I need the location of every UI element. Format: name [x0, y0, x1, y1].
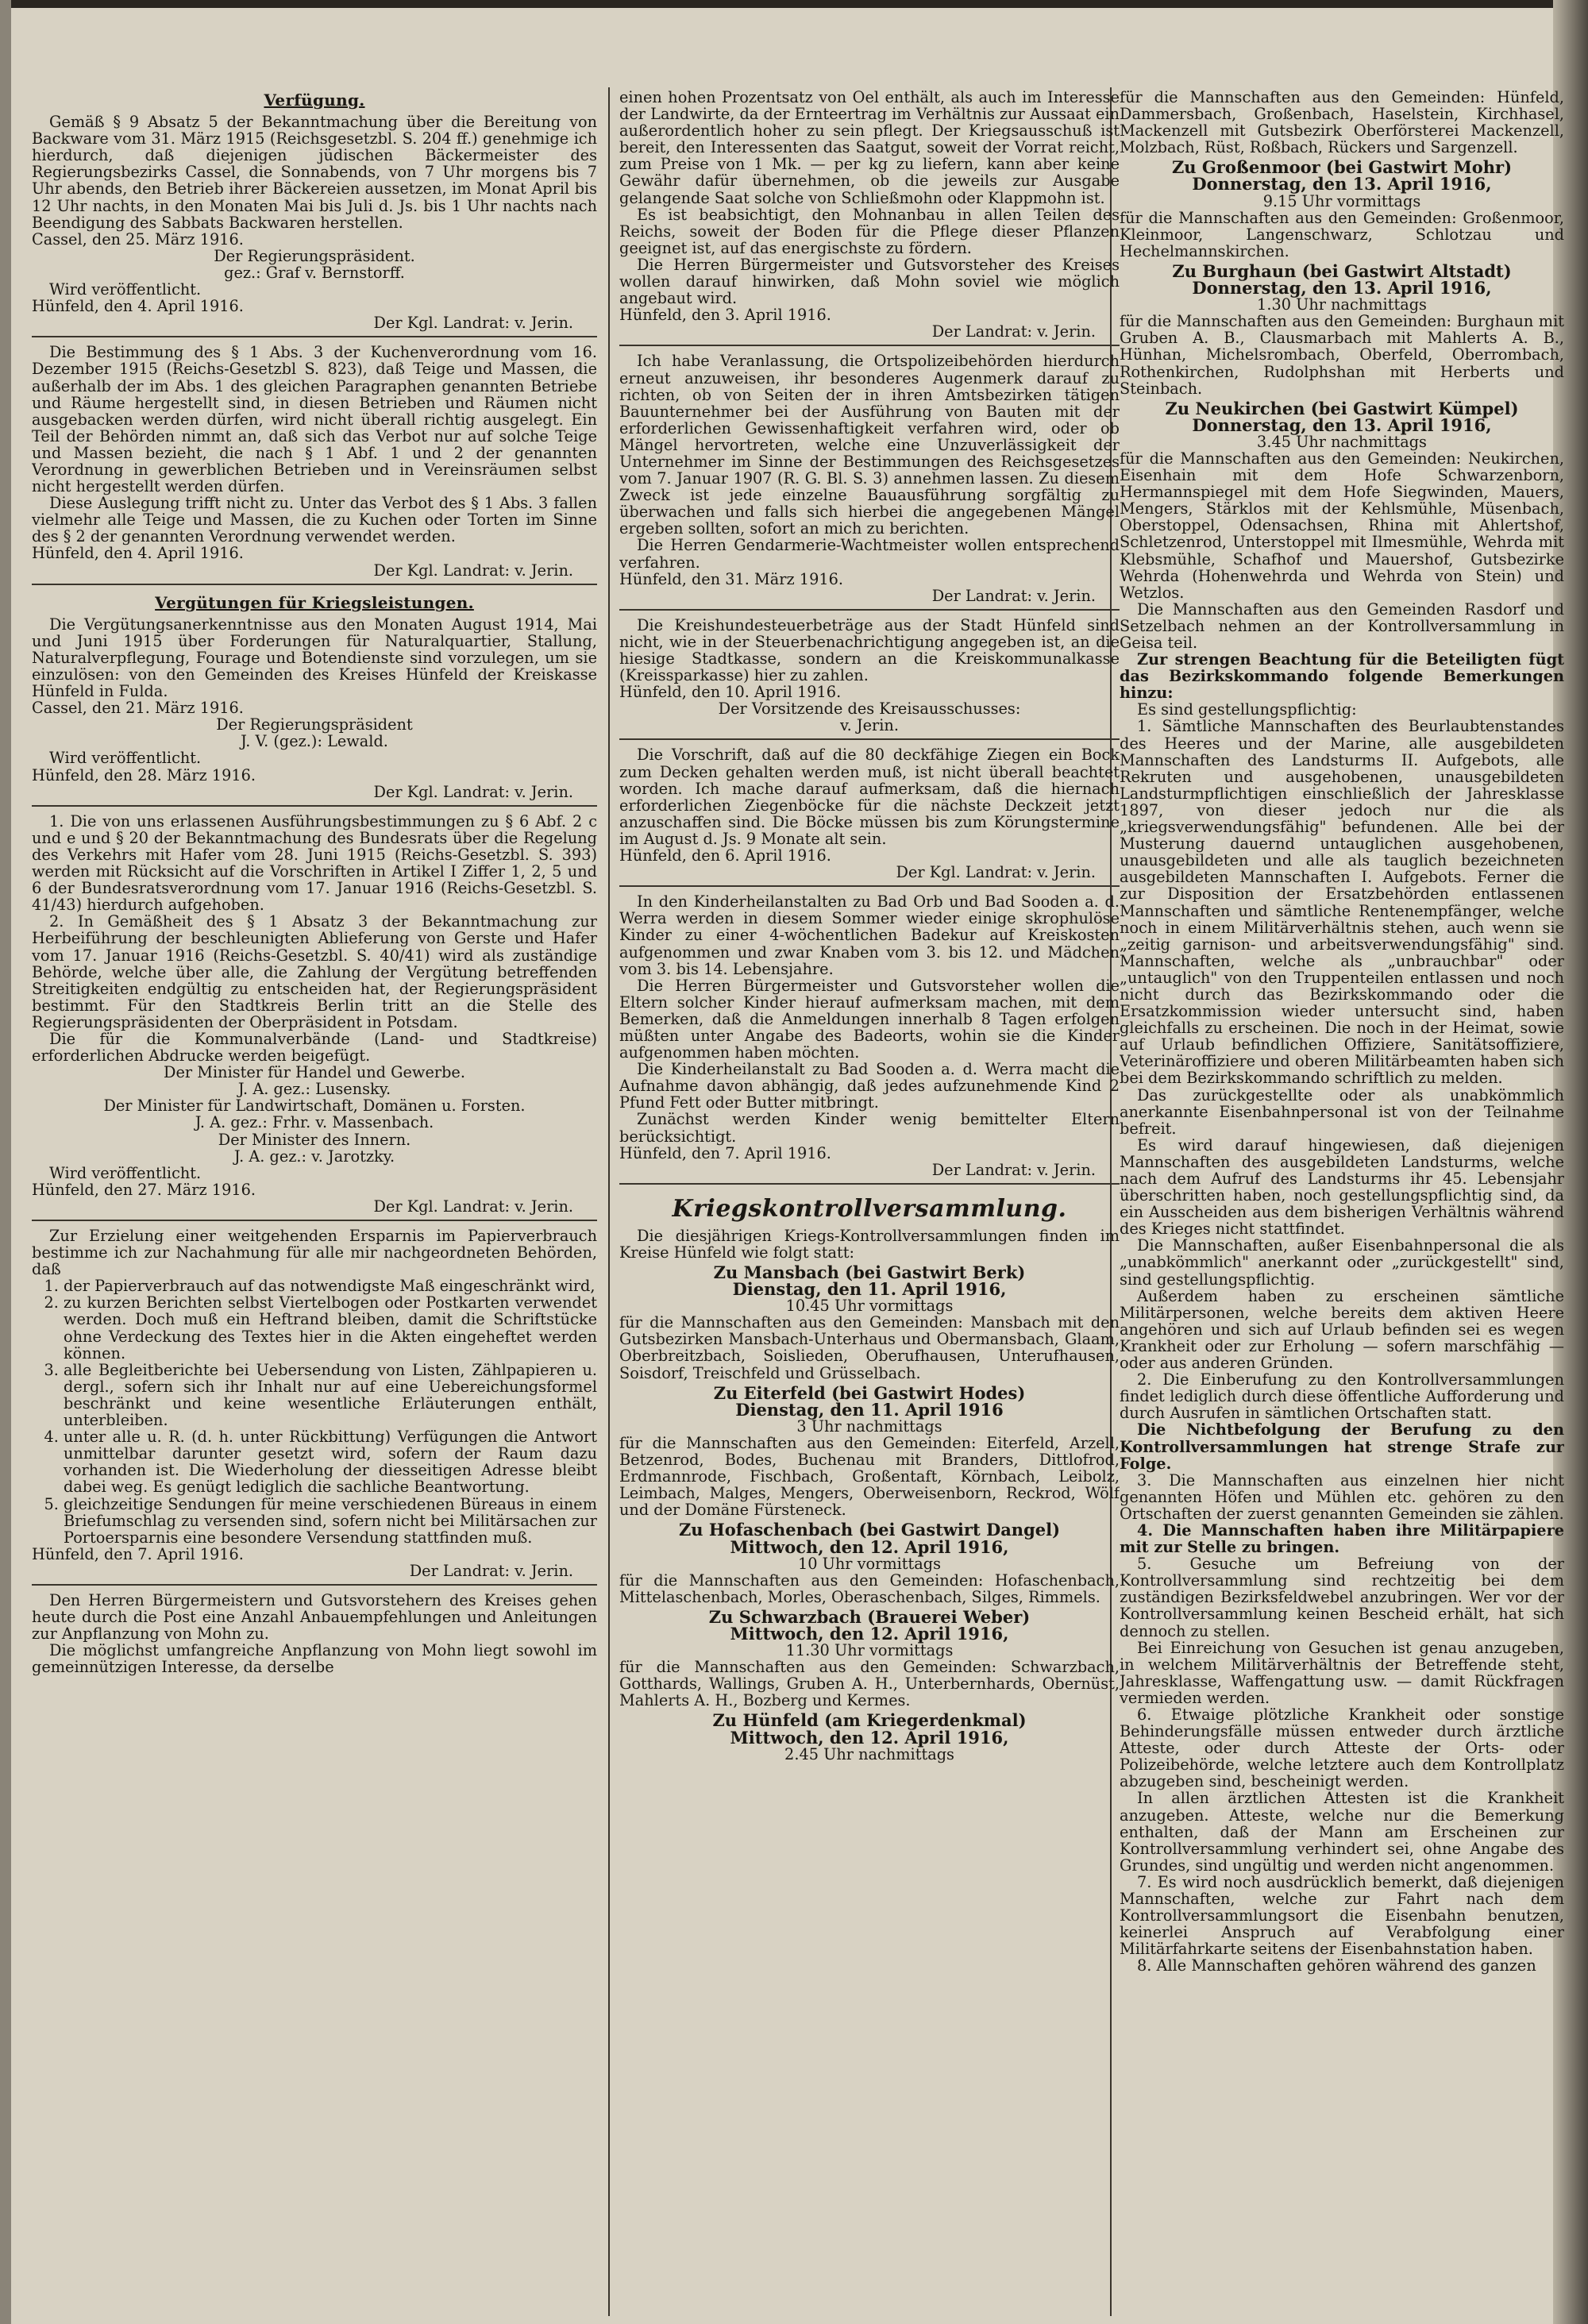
meeting-entry — [619, 1606, 1120, 1710]
meeting-date: Dienstag, den 11. April 1916, — [732, 1279, 1007, 1300]
notice-body: 8. Alle Mannschaften gehören während des ganzen — [1137, 1956, 1536, 1975]
notice-ziegen — [619, 738, 1120, 881]
notice-kontrollversammlung-cont — [1120, 89, 1564, 1975]
column-2 — [619, 89, 1120, 2314]
column-1 — [32, 89, 597, 2314]
signature: Der Kgl. Landrat: v. Jerin. — [896, 863, 1096, 882]
meeting-place: Zu Hünfeld (am Kriegerdenkmal) — [712, 1710, 1027, 1731]
signature: Der Kgl. Landrat: v. Jerin. — [373, 1197, 573, 1216]
meeting-date: Donnerstag, den 13. April 1916, — [1192, 174, 1492, 195]
published: Wird veröffentlicht. — [49, 749, 202, 768]
signature: Der Kgl. Landrat: v. Jerin. — [373, 314, 573, 333]
meeting-communities: für die Mannschaften aus den Gemeinden: Mansbach mit den Gutsbezirken Mansbach-Unterhaus und Obermansbach, Glaam, Oberbreitzbach, Soislieden, Oberufhausen, Unterufhausen, Soisdorf, Treischfeld und Grüsselbach. — [619, 1313, 1120, 1382]
notice-body: Die Herren Bürgermeister und Gutsvorsteher des Kreises wollen darauf hinwirken, daß Mohn soviel wie möglich angebaut wird. — [619, 255, 1120, 308]
meeting-time: 10.45 Uhr vormittags — [785, 1297, 954, 1316]
place-date: Hünfeld, den 4. April 1916. — [32, 297, 244, 316]
place-date: Hünfeld, den 3. April 1916. — [619, 306, 831, 325]
meeting-date: Mittwoch, den 12. April 1916, — [730, 1727, 1009, 1748]
meeting-entry — [1120, 400, 1564, 601]
meeting-communities: für die Mannschaften aus den Gemeinden: Neukirchen, Eisenhain mit dem Hofe Schwarzenborn, Hermannspiegel mit dem Hofe Siegwinden, Mauers, Mengers, Stärklos mit der Kehlsmühle, Müsenbach, Oberstoppel, Odensachsen, Rhina mit Ahlertshof, Schletzenrod, Unterstoppel mit Ilmesmühle, Wehrda mit Klebsmühle, Schafhof und Mauershof, Gutsbezirke Wehrda (Hohenwehrda und Wehrda von Stein) und Wetzlos. — [1120, 449, 1564, 602]
section-heading: Zur strengen Beachtung für die Beteiligten fügt das Bezirkskommando folgende Bemerkungen hinzu: — [1120, 650, 1564, 703]
authority: Der Minister des Innern. — [218, 1130, 411, 1149]
meeting-time: 3 Uhr nachmittags — [796, 1416, 942, 1436]
authority: Der Regierungspräsident. — [214, 246, 415, 265]
published: Wird veröffentlicht. — [49, 1163, 202, 1182]
authority: Der Regierungspräsident — [216, 715, 413, 734]
list-item: 4. unter alle u. R. (d. h. unter Rückbittung) Verfügungen die Antwort unmittelbar darunter gesetzt wird, sofern der Raum dazu vorhanden ist. Die Wiederholung der diesseitigen Adresse bleibt dabei weg. Es genügt lediglich die sachliche Beantwortung. — [64, 1428, 597, 1495]
meeting-date: Dienstag, den 11. April 1916 — [735, 1399, 1004, 1420]
signed: J. A. gez.: Lusensky. — [237, 1080, 391, 1099]
notice-body: Die Kreishundesteuerbeträge aus der Stadt Hünfeld sind nicht, wie in der Steuerbenachrichtigung angegeben ist, an die hiesige Stadtkasse, sondern an die Kreiskommunalkasse (Kreissparkasse) hier zu zahlen. — [619, 615, 1120, 685]
meeting-entry — [619, 1521, 1120, 1605]
meeting-time: 9.15 Uhr vormittags — [1262, 191, 1421, 210]
notice-bauunternehmer — [619, 345, 1120, 603]
notice-body: 1. Die von uns erlassenen Ausführungsbestimmungen zu § 6 Abf. 2 c und e und § 20 der Bekanntmachung des Bundesrats über die Regelung des Verkehrs mit Hafer vom 28. Juni 1915 (Reichs-Gesetzbl. S. 393) werden mit Rücksicht auf die Vorschriften in Artikel I Ziffer 1, 2, 5 und 6 der Bundesratsverordnung vom 17. Januar 1916 (Reichs-Gesetzbl. S. 41/43) hierdurch aufgehoben. — [32, 811, 597, 915]
notice-body: Die Mannschaften, außer Eisenbahnpersonal die als „unabkömmlich" anerkannt oder „zurückgestellt" sind, sind gestellungspflichtig. — [1120, 1236, 1564, 1289]
notice-body: 5. Gesuche um Befreiung von der Kontrollversammlung sind rechtzeitig bei dem zuständigen Bezirksfeldwebel anzubringen. Wer vor der Kontrollversammlung keinen Bescheid erhält, hat sich dennoch zu stellen. — [1120, 1555, 1564, 1640]
meeting-date: Donnerstag, den 13. April 1916, — [1192, 414, 1492, 435]
place-date: Hünfeld, den 10. April 1916. — [619, 683, 842, 702]
signature: Der Landrat: v. Jerin. — [931, 322, 1096, 341]
notice-warning: 4. Die Mannschaften haben ihre Militärpapiere mit zur Stelle zu bringen. — [1120, 1520, 1564, 1557]
meeting-communities: für die Mannschaften aus den Gemeinden: Schwarzbach, Gotthards, Wallings, Gruben A. H., Unterbernhards, Obernüst, Mahlerts A. H., Bozberg und Kermes. — [619, 1658, 1120, 1710]
notice-body: Den Herren Bürgermeistern und Gutsvorstehern des Kreises gehen heute durch die Post eine Anzahl Anbauempfehlungen und Anleitungen zur Anpflanzung von Mohn zu. — [32, 1590, 597, 1644]
signature: Der Landrat: v. Jerin. — [931, 586, 1096, 605]
page-top-edge — [0, 0, 1588, 8]
notice-body: Das zurückgestellte oder als unabkömmlich anerkannte Eisenbahnpersonal ist von der Teilnahme befreit. — [1120, 1085, 1564, 1138]
notice-kriegskontrollversammlung — [619, 1183, 1120, 1763]
authority: Der Vorsitzende des Kreisausschusses: — [718, 700, 1021, 719]
place-date: Hünfeld, den 7. April 1916. — [32, 1544, 244, 1563]
meeting-time: 2.45 Uhr nachmittags — [784, 1744, 954, 1763]
meeting-place: Zu Mansbach (bei Gastwirt Berk) — [713, 1262, 1026, 1282]
notice-body: Ich habe Veranlassung, die Ortspolizeibehörden hierdurch erneut anzuweisen, ihr besonderes Augenmerk darauf zu richten, ob von Seiten der in ihren Amtsbezirken tätigen Bauunternehmer bei der Ausführung von Bauten mit der erforderlichen Gewissenhaftigkeit verfahren wird, oder ob Mängel hervortreten, welche eine Unzuverlässigkeit der Unternehmer im Sinne der Bestimmungen des Reichsgesetzes vom 7. Januar 1907 (R. G. Bl. S. 3) annehmen lassen. Zu diesem Zweck ist jede einzelne Bauausführung sorgfältig zu überwachen und falls sich hierbei die angegebenen Mängel ergeben sollten, sofort an mich zu berichten. — [619, 352, 1120, 538]
notice-verguetungen — [32, 584, 597, 800]
list-item: 2. zu kurzen Berichten selbst Viertelbogen oder Postkarten verwendet werden. Doch muß ein Heftrand bleiben, damit die Schriftstücke ohne Verdeckung des Textes hier in die Akten eingeheftet werden können. — [64, 1294, 597, 1361]
meeting-entry — [619, 1264, 1120, 1382]
notice-body: In allen ärztlichen Attesten ist die Krankheit anzugeben. Atteste, welche nur die Bemerkung enthalten, daß der Mann am Erscheinen zur Kontrollversammlung verhindert sei, ohne Angabe des Grundes, sind ungültig und werden nicht angenommen. — [1120, 1789, 1564, 1875]
signed: gez.: Graf v. Bernstorff. — [224, 263, 405, 282]
meeting-place: Zu Großenmoor (bei Gastwirt Mohr) — [1171, 157, 1513, 178]
meeting-communities: für die Mannschaften aus den Gemeinden: Hofaschenbach, Mittelaschenbach, Morles, Oberaschenbach, Silges, Rimmels. — [619, 1571, 1120, 1606]
place-date: Cassel, den 21. März 1916. — [32, 699, 244, 718]
notice-body: Außerdem haben zu erscheinen sämtliche Militärpersonen, welche bereits dem aktiven Heere angehören und sich auf Urlaub befinden sei es wegen Krankheit oder zur Erholung — sofern marschfähig — oder aus anderen Gründen. — [1120, 1286, 1564, 1373]
authority: Der Minister für Handel und Gewerbe. — [164, 1063, 465, 1082]
notice-body: einen hohen Prozentsatz von Oel enthält, als auch im Interesse der Landwirte, da der Ernteertrag im Verhältnis zur Aussaat ein außerordentlich hoher zu sein pflegt. Der Kriegsausschuß ist bereit, den Interessenten das Saatgut, soweit der Vorrat reicht, zum Preise von 1 Mk. — per kg zu liefern, kann aber keine Gewähr dafür übernehmen, ob die jeweils zur Ausgabe gelangende Saat solche von Schließmohn oder Klappmohn ist. — [619, 89, 1120, 207]
notice-body: Die diesjährigen Kriegs-Kontrollversammlungen finden im Kreise Hünfeld wie folgt statt: — [619, 1226, 1120, 1262]
meeting-communities: für die Mannschaften aus den Gemeinden: Burghaun mit Gruben A. B., Clausmarbach mit Mahlerts A. B., Hünhan, Michelsrombach, Oberfeld, Oberrombach, Rothenkirchen, Rudolphshan mit Herberts und Steinbach. — [1120, 312, 1564, 398]
place-date: Hünfeld, den 4. April 1916. — [32, 544, 244, 563]
place-date: Hünfeld, den 6. April 1916. — [619, 846, 831, 865]
numbered-list — [32, 1278, 597, 1546]
list-item: 3. alle Begleitberichte bei Uebersendung von Listen, Zählpapieren u. dergl., sofern sich ihr Inhalt nur auf eine Uebereichungsformel beschränkt und keine wesentliche Erläuterungen enthält, unterbleiben. — [64, 1362, 597, 1428]
notice-body: 3. Die Mannschaften aus einzelnen hier nicht genannten Höfen und Mühlen etc. gehören zu den Ortschaften der zuerst genannten Gemeinden sie zählen. — [1120, 1470, 1564, 1523]
signature: Der Kgl. Landrat: v. Jerin. — [373, 561, 573, 580]
meeting-entry — [619, 1382, 1120, 1520]
notice-body: Es wird darauf hingewiesen, daß diejenigen Mannschaften des ausgebildeten Landsturms, welche nach dem Aufruf des Landsturms ihr 45. Lebensjahr überschritten haben, noch gestellungspflichtig sind, da ein Ausscheiden aus dem bisherigen Verhältnis während des Krieges nicht stattfindet. — [1120, 1135, 1564, 1239]
meeting-entry — [1120, 260, 1564, 398]
notice-papier — [32, 1220, 597, 1579]
meeting-place: Zu Neukirchen (bei Gastwirt Kümpel) — [1165, 398, 1519, 418]
page-left-edge — [0, 0, 11, 2324]
notice-body: 2. In Gemäßheit des § 1 Absatz 3 der Bekanntmachung zur Herbeiführung der beschleunigten Ablieferung von Gerste und Hafer vom 17. Januar 1916 (Reichs-Gesetzbl. S. 40/41) wird als zuständige Behörde, welche über alle, die Zahlung der Vergütung betreffenden Streitigkeiten endgültig zu entscheiden hat, der Regierungspräsident bestimmt. Für den Stadtkreis Berlin tritt an die Stelle des Regierungspräsidenten der Oberpräsident in Potsdam. — [32, 912, 597, 1031]
place-date: Cassel, den 25. März 1916. — [32, 229, 244, 249]
notice-title: Verfügung. — [264, 91, 365, 110]
signed: J. V. (gez.): Lewald. — [241, 732, 388, 751]
meeting-time: 10 Uhr vormittags — [797, 1554, 942, 1573]
notice-hafer — [32, 805, 597, 1215]
place-date: Hünfeld, den 27. März 1916. — [32, 1180, 256, 1199]
notice-warning: Die Nichtbefolgung der Berufung zu den Kontrollversammlungen hat strenge Strafe zur Folge. — [1120, 1420, 1564, 1473]
notice-kuchenverordnung — [32, 336, 597, 578]
notice-body: Die Herren Bürgermeister und Gutsvorsteher wollen die Eltern solcher Kinder hierauf aufmerksam machen, mit dem Bemerken, daß die Anmeldungen innerhalb 8 Tagen erfolgen müßten unter Angabe des Badeorts, wohin sie die Kinder aufgenommen haben möchten. — [619, 976, 1120, 1062]
meeting-time: 3.45 Uhr nachmittags — [1257, 432, 1427, 451]
notice-mohn — [32, 1584, 597, 1675]
meeting-communities: für die Mannschaften aus den Gemeinden: Eiterfeld, Arzell, Betzenrod, Bodes, Buchenau mit Branders, Dittlofrod, Erdmannrode, Fischbach, Großentaft, Körnbach, Leibolz, Leimbach, Malges, Mengers, Oberweisenborn, Reckrod, Wölf und der Domäne Fürsteneck. — [619, 1433, 1120, 1520]
notice-body: In den Kinderheilanstalten zu Bad Orb und Bad Sooden a. d. Werra werden in diesem Sommer wieder einige skrophulöse Kinder zu einer 4-wöchentlichen Badekur auf Kreiskosten aufgenommen und zwar Knaben vom 3. bis 12. und Mädchen vom 3. bis 14. Lebensjahre. — [619, 892, 1120, 978]
notice-body: Zur Erzielung einer weitgehenden Ersparnis im Papierverbrauch bestimme ich zur Nachahmung für alle mir nachgeordneten Behörden, daß — [32, 1227, 597, 1279]
place-date: Hünfeld, den 31. März 1916. — [619, 569, 843, 588]
meeting-date: Mittwoch, den 12. April 1916, — [730, 1536, 1009, 1557]
signature: Der Kgl. Landrat: v. Jerin. — [373, 782, 573, 801]
notice-body: Die Herren Gendarmerie-Wachtmeister wollen entsprechend verfahren. — [619, 536, 1120, 572]
notice-body: Zunächst werden Kinder wenig bemittelter Eltern berücksichtigt. — [619, 1110, 1120, 1146]
notice-body: Es sind gestellungspflichtig: — [1137, 700, 1357, 719]
meeting-communities: für die Mannschaften aus den Gemeinden: Großenmoor, Kleinmoor, Langenschwarz, Schlotzau und Hechelmannskirchen. — [1120, 208, 1564, 260]
notice-body: Es ist beabsichtigt, den Mohnanbau in allen Teilen des Reichs, soweit der Boden für die Pflege dieser Pflanzen geeignet ist, auf das energischste zu fördern. — [619, 205, 1120, 257]
notice-body: Die Kinderheilanstalt zu Bad Sooden a. d. Werra macht die Aufnahme davon abhängig, daß jedes aufzunehmende Kind 2 Pfund Fett oder Butter mitbringt. — [619, 1060, 1120, 1112]
authority: Der Minister für Landwirtschaft, Domänen u. Forsten. — [103, 1096, 526, 1116]
signature: Der Landrat: v. Jerin. — [931, 1160, 1096, 1179]
place-date: Hünfeld, den 7. April 1916. — [619, 1143, 831, 1162]
signature: Der Landrat: v. Jerin. — [409, 1561, 573, 1580]
meeting-date: Mittwoch, den 12. April 1916, — [730, 1623, 1009, 1644]
notice-body: 1. Sämtliche Mannschaften des Beurlaubtenstandes des Heeres und der Marine, alle ausgebildeten Mannschaften des Landsturms II. Aufgebots, alle Rekruten und ausgehobenen, unausgebildeten Landsturmpflichtigen einschließlich der Jahresklasse 1897, von dieser jedoch nur die als „kriegsverwendungsfähig" befundenen. Alle bei der Musterung dauernd untauglichen ausgehobenen, unausgebildeten und alle als tauglich bezeichneten ausgebildeten Mannschaften I. Aufgebots. Ferner die zur Disposition der Ersatzbehörden entlassenen Mannschaften und sämtliche Rentenempfänger, welche noch in einem Militärverhältnis stehen, auch wenn sie „zeitig garnison- und arbeitsverwendungsfähig" sind. Mannschaften, welche als „unbrauchbar" oder „untauglich" von den Truppenteilen entlassen und noch nicht durch das Bezirkskommando oder die Ersatzkommission wieder untersucht sind, haben gleichfalls zu erscheinen. Die noch in der Heimat, sowie auf Urlaub befindlichen Offiziere, Sanitätsoffiziere, Veterinäroffiziere und oberen Militärbeamten haben sich bei dem Bezirkskommando schriftlich zu melden. — [1120, 717, 1564, 1088]
meeting-place: Zu Schwarzbach (Brauerei Weber) — [708, 1606, 1031, 1627]
list-item: 1. der Papierverbrauch auf das notwendigste Maß eingeschränkt wird, — [64, 1278, 597, 1294]
notice-body: Die möglichst umfangreiche Anpflanzung von Mohn liegt sowohl im gemeinnützigen Interesse, da derselbe — [32, 1641, 597, 1677]
signed: J. A. gez.: Frhr. v. Massenbach. — [195, 1113, 434, 1132]
meeting-time: 1.30 Uhr nachmittags — [1257, 295, 1427, 314]
notice-body: Die Bestimmung des § 1 Abs. 3 der Kuchenverordnung vom 16. Dezember 1915 (Reichs-Gesetzbl S. 823), daß Teige und Massen, die außerhalb der im Abs. 1 des gleichen Paragraphen genannten Betriebe und Räume hergestellt sind, in diesen Betrieben und Räumen nicht ausgebacken werden dürfen, wird nicht überall richtig ausgelegt. Ein Teil der Behörden nimmt an, daß sich das Verbot nur auf solche Teige und Massen bezieht, die nach § 1 Abf. 1 und 2 der genannten Verordnung in gewerblichen Betrieben und in Vereinsräumen selbst nicht hergestellt werden dürfen. — [32, 343, 597, 496]
notice-body: 7. Es wird noch ausdrücklich bemerkt, daß diejenigen Mannschaften, welche zur Fahrt nach dem Kontrollversammlungsort die Eisenbahn benutzen, keinerlei Anspruch auf Verabfolgung einer Militärfahrkarte seitens der Eisenbahnstation haben. — [1120, 1872, 1564, 1959]
notice-hundesteuer — [619, 609, 1120, 734]
notice-body: Diese Auslegung trifft nicht zu. Unter das Verbot des § 1 Abs. 3 fallen vielmehr alle Teige und Massen, die zu Kuchen oder Torten im Sinne des § 2 der genannten Verordnung verwendet werden. — [32, 494, 597, 546]
column-rule-1 — [608, 87, 610, 2316]
notice-body: 2. Die Einberufung zu den Kontrollversammlungen findet lediglich durch diese öffentliche Aufforderung und durch Ausrufen in sämtlichen Ortschaften statt. — [1120, 1370, 1564, 1423]
notice-body: Die Vergütungsanerkenntnisse aus den Monaten August 1914, Mai und Juni 1915 über Forderungen für Naturalquartier, Stallung, Naturalverpflegung, Fourage und Botendienste sind vorzulegen, um sie einzulösen: von den Gemeinden des Kreises Hünfeld der Kreiskasse Hünfeld in Fulda. — [32, 615, 597, 701]
notice-mohn-cont — [619, 89, 1120, 340]
notice-title: Vergütungen für Kriegsleistungen. — [155, 592, 474, 612]
meeting-place: Zu Eiterfeld (bei Gastwirt Hodes) — [713, 1382, 1026, 1403]
signed: J. A. gez.: v. Jarotzky. — [233, 1147, 395, 1166]
column-3 — [1120, 89, 1564, 2314]
notice-body: Die für die Kommunalverbände (Land- und Stadtkreise) erforderlichen Abdrucke werden beigefügt. — [32, 1029, 597, 1066]
notice-body: Die Vorschrift, daß auf die 80 deckfähige Ziegen ein Bock zum Decken gehalten werden muß, ist nicht überall beachtet worden. Ich mache darauf aufmerksam, daß die hiernach erforderlichen Ziegenböcke für die nächste Deckzeit jetzt anzuschaffen sind. Die Böcke müssen bis zum Körungstermine im August d. Js. 9 Monate alt sein. — [619, 746, 1120, 848]
meeting-place: Zu Hofaschenbach (bei Gastwirt Dangel) — [678, 1520, 1061, 1540]
notice-body: Die Mannschaften aus den Gemeinden Rasdorf und Setzelbach nehmen an der Kontrollversammlung in Geisa teil. — [1120, 599, 1564, 652]
notice-title: Kriegskontrollversammlung. — [672, 1194, 1067, 1223]
signature: v. Jerin. — [840, 716, 899, 735]
meeting-time: 11.30 Uhr vormittags — [785, 1641, 954, 1660]
meeting-entry — [619, 1712, 1120, 1762]
notice-verfuegung — [32, 92, 597, 331]
meeting-communities: für die Mannschaften aus den Gemeinden: Hünfeld, Dammersbach, Großenbach, Haselstein, Kirchhasel, Mackenzell mit Gutsbezirk Oberförsterei Mackenzell, Molzbach, Rüst, Roßbach, Rückers und Sargenzell. — [1120, 89, 1564, 157]
notice-body: Gemäß § 9 Absatz 5 der Bekanntmachung über die Bereitung von Backware vom 31. März 1915 (Reichsgesetzbl. S. 204 ff.) genehmige ich hierdurch, daß diejenigen jüdischen Bäckermeister des Regierungsbezirks Cassel, die Sonnabends, von 7 Uhr morgens bis 7 Uhr abends, den Betrieb ihrer Bäckereien aussetzen, im Monat April bis 12 Uhr nachts, in den Monaten Mai bis Juli d. Js. bis 1 Uhr nachts nach Beendigung des Sabbats Backwaren herstellen. — [32, 113, 597, 232]
notice-body: 6. Etwaige plötzliche Krankheit oder sonstige Behinderungsfälle müssen entweder durch ärztliche Atteste, oder durch Atteste der Orts- oder Polizeibehörde, welche letztere auch dem Kontrollplatz abzugeben sind, bescheinigt werden. — [1120, 1705, 1564, 1791]
list-item: 5. gleichzeitige Sendungen für meine verschiedenen Büreaus in einem Briefumschlag zu versenden sind, sofern nicht bei Militärsachen zur Portoersparnis eine besondere Versendung stattfinden muß. — [64, 1496, 597, 1546]
published: Wird veröffentlicht. — [49, 280, 202, 299]
meeting-entry — [1120, 159, 1564, 260]
place-date: Hünfeld, den 28. März 1916. — [32, 765, 256, 784]
notice-body: Bei Einreichung von Gesuchen ist genau anzugeben, in welchem Militärverhältnis der Betreffende steht, Jahresklasse, Waffengattung usw. — damit Rückfragen vermieden werden. — [1120, 1638, 1564, 1707]
meeting-date: Donnerstag, den 13. April 1916, — [1192, 278, 1492, 299]
meeting-place: Zu Burghaun (bei Gastwirt Altstadt) — [1172, 260, 1512, 281]
notice-kinderheilanstalten — [619, 885, 1120, 1178]
